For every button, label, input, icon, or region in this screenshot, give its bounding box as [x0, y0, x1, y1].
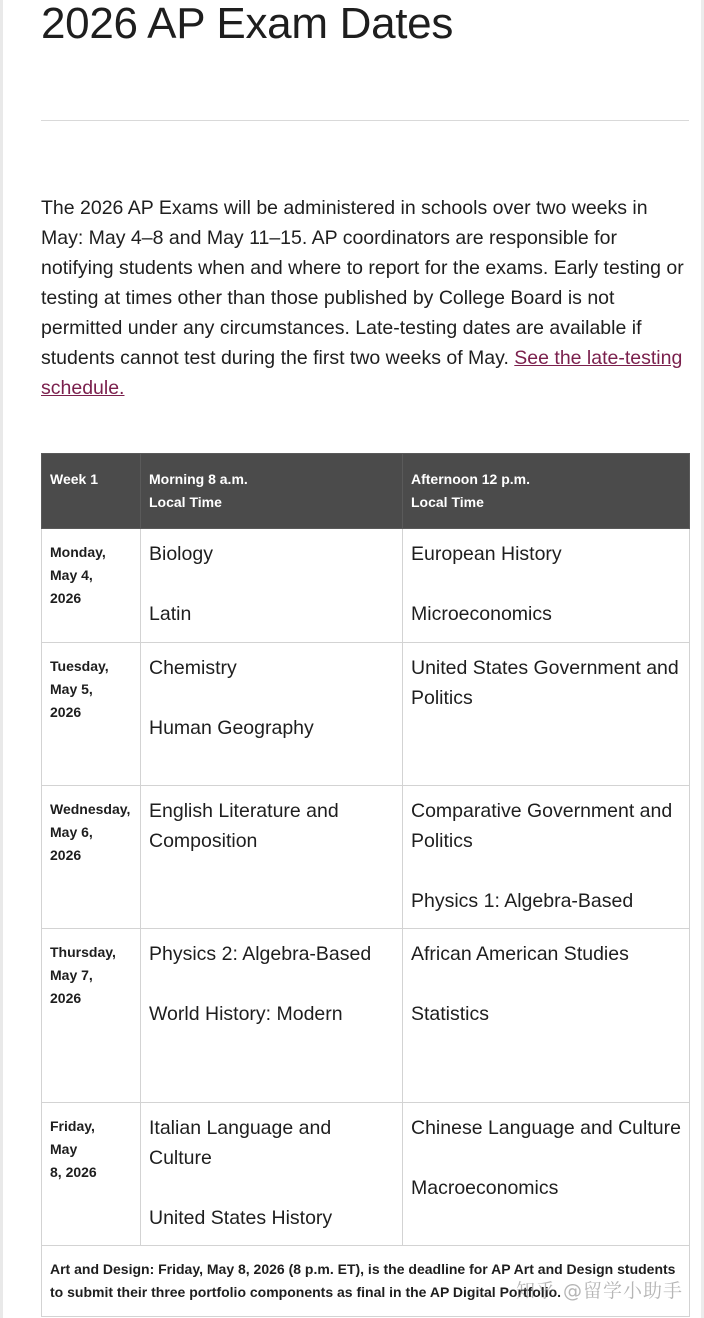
day-year: 8, 2026	[50, 1164, 97, 1180]
page-content	[41, 0, 689, 1317]
exam-schedule-table	[41, 453, 690, 1317]
watermark: 知乎 @留学小助手	[516, 1280, 684, 1302]
day-date: May	[50, 1141, 78, 1157]
header-afternoon-local: Local Time	[411, 494, 484, 510]
morning-cell	[141, 929, 403, 1103]
exam-subject: Microeconomics	[411, 603, 552, 625]
morning-cell	[141, 643, 403, 786]
day-cell	[42, 529, 141, 643]
day-year: 2026	[50, 704, 82, 720]
morning-cell	[141, 786, 403, 929]
exam-subject: Physics 1: Algebra-Based	[411, 890, 634, 912]
page-title: 2026 AP Exam Dates	[41, 0, 454, 48]
divider	[41, 120, 689, 121]
afternoon-cell	[403, 929, 690, 1103]
left-edge	[0, 0, 3, 1318]
day-year: 2026	[50, 590, 82, 606]
day-year: 2026	[50, 990, 82, 1006]
morning-cell	[141, 1103, 403, 1246]
day-weekday: Friday,	[50, 1118, 95, 1134]
exam-subject: United States History	[149, 1207, 333, 1229]
intro-text: The 2026 AP Exams will be administered in schools over two weeks in May: May 4–8 and May 11–15. AP coordinators are responsible for notifying students when and where to report for the exams. Early testing or testing at times other than those published by College Board is not permitted under any circumstances. Late-testing dates are available if students cannot test during the first two weeks of May.	[41, 197, 684, 369]
exam-subject: European History	[411, 543, 562, 565]
exam-subject: Biology	[149, 543, 213, 565]
exam-subject: World History: Modern	[149, 1003, 343, 1025]
header-afternoon	[403, 454, 690, 529]
exam-subject: Italian Language and Culture	[149, 1117, 332, 1169]
header-morning-local: Local Time	[149, 494, 222, 510]
exam-subject: African American Studies	[411, 943, 629, 965]
day-weekday: Monday,	[50, 544, 106, 560]
exam-subject: Latin	[149, 603, 192, 625]
exam-subject: English Literature and Composition	[149, 800, 339, 852]
day-date: May 4,	[50, 567, 93, 583]
exam-subject: Chemistry	[149, 657, 237, 679]
day-weekday: Wednesday,	[50, 801, 131, 817]
day-cell	[42, 786, 141, 929]
header-morning	[141, 454, 403, 529]
day-date: May 5,	[50, 681, 93, 697]
day-date: May 7,	[50, 967, 93, 983]
day-weekday: Thursday,	[50, 944, 116, 960]
table-row	[42, 643, 690, 786]
exam-subject: Human Geography	[149, 717, 314, 739]
day-cell	[42, 643, 141, 786]
intro-paragraph	[41, 193, 689, 403]
table-row	[42, 929, 690, 1103]
day-cell	[42, 929, 141, 1103]
header-week	[42, 454, 141, 529]
day-weekday: Tuesday,	[50, 658, 109, 674]
exam-subject: Physics 2: Algebra-Based	[149, 943, 372, 965]
afternoon-cell	[403, 1103, 690, 1246]
day-date: May 6,	[50, 824, 93, 840]
header-week-label: Week 1	[50, 471, 98, 487]
late-testing-link[interactable]: See the late-testing schedule.	[41, 347, 683, 399]
table-row	[42, 1103, 690, 1246]
exam-subject: Statistics	[411, 1003, 490, 1025]
exam-subject: Chinese Language and Culture	[411, 1117, 681, 1139]
table-row	[42, 786, 690, 929]
table-header-row	[42, 454, 690, 529]
afternoon-cell	[403, 529, 690, 643]
header-morning-time: Morning 8 a.m.	[149, 471, 248, 487]
exam-subject: Comparative Government and Politics	[411, 800, 673, 852]
afternoon-cell	[403, 786, 690, 929]
exam-subject: United States Government and Politics	[411, 657, 679, 709]
day-year: 2026	[50, 847, 82, 863]
header-afternoon-time: Afternoon 12 p.m.	[411, 471, 531, 487]
exam-subject: Macroeconomics	[411, 1177, 559, 1199]
afternoon-cell	[403, 643, 690, 786]
art-design-deadline-note: Art and Design: Friday, May 8, 2026 (8 p.m. ET), is the deadline for AP Art and Design students to submit their three portfolio components as final in the AP Digital Portfolio.	[42, 1246, 690, 1317]
day-cell	[42, 1103, 141, 1246]
morning-cell	[141, 529, 403, 643]
table-row	[42, 529, 690, 643]
